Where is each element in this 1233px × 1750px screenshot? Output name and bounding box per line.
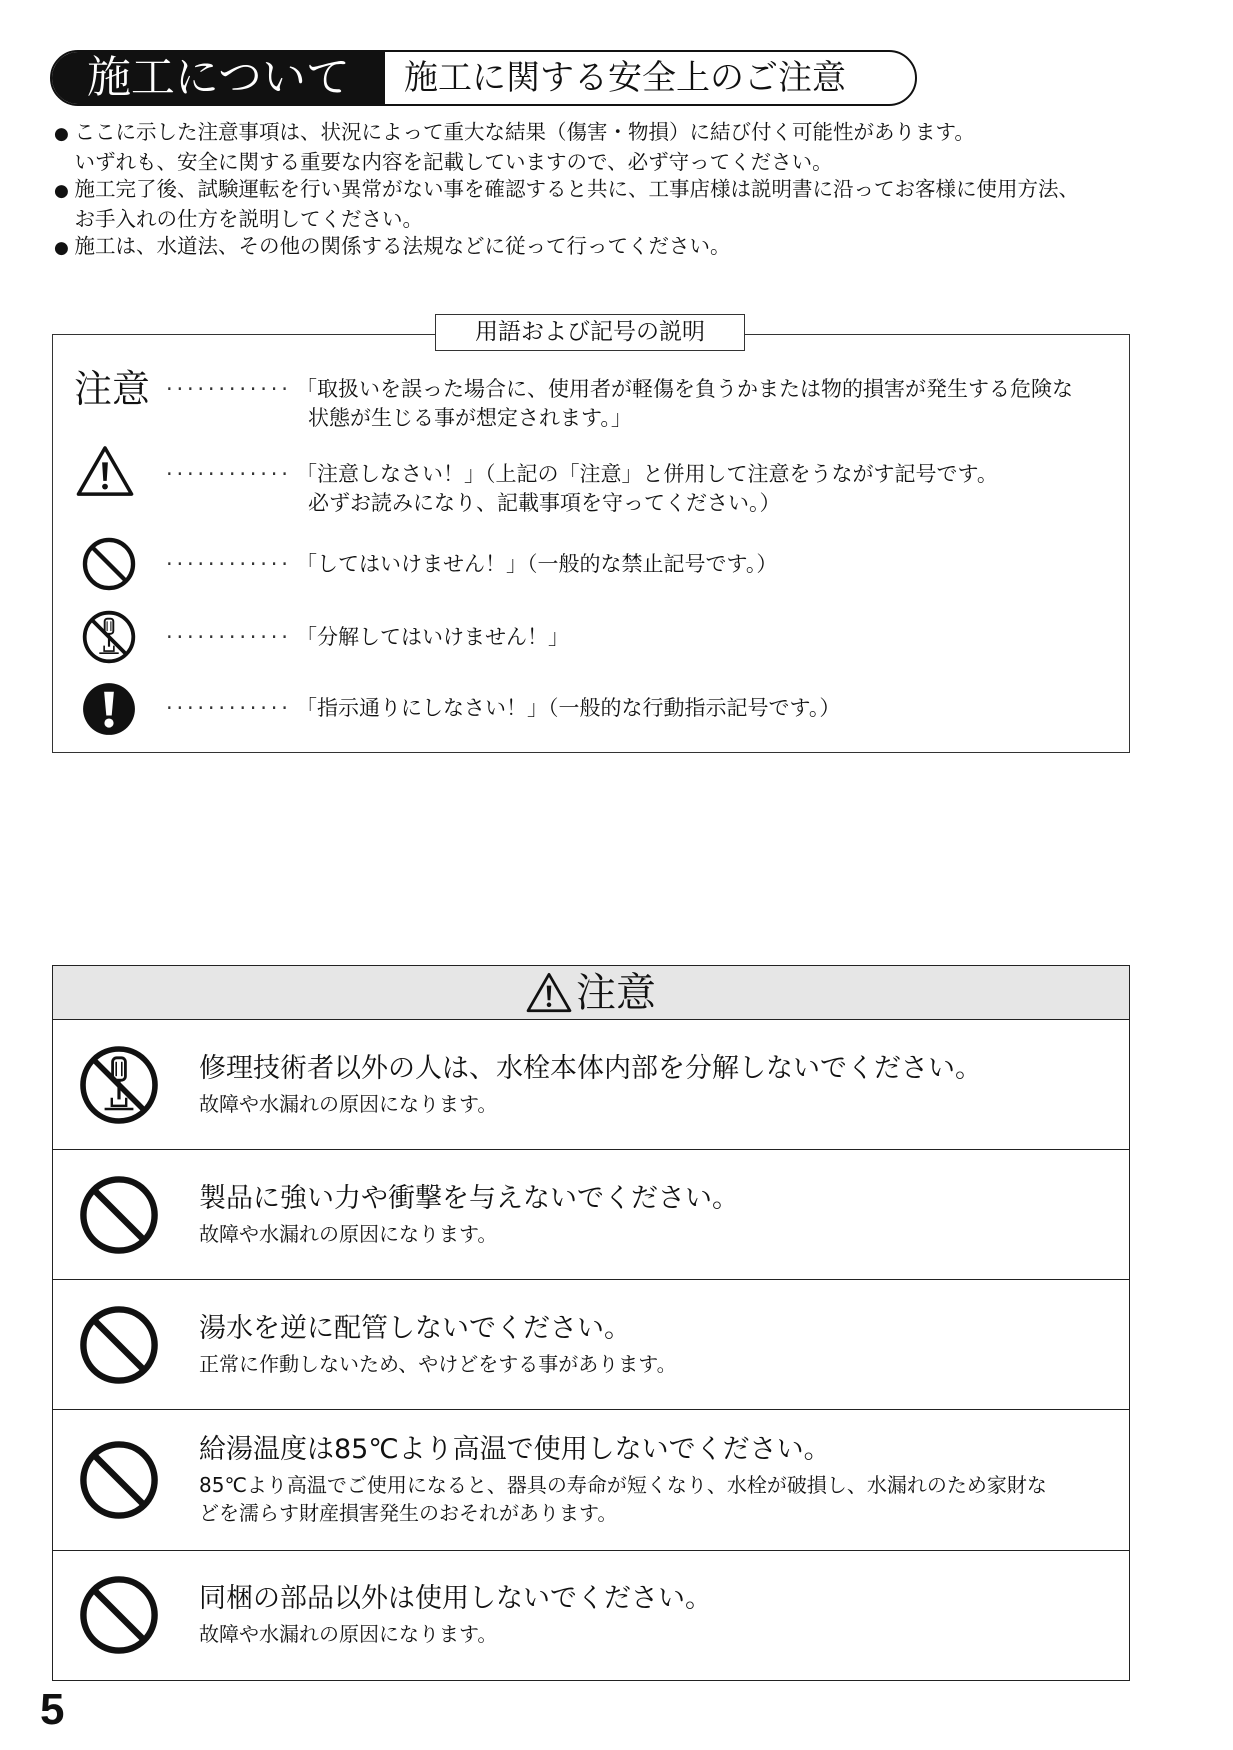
prohibition-icon — [79, 1175, 159, 1255]
note-text: 施工完了後、試験運転を行い異常がない事を確認すると共に、工事店様は説明書に沿ってお客様に使用方法、 — [74, 177, 1079, 201]
prohibition-icon — [82, 537, 136, 591]
caution-row — [53, 1280, 1129, 1410]
caution-detail — [199, 1620, 712, 1648]
legend-description-line: 「指示通りにしなさい！」（一般的な行動指示記号です。） — [296, 695, 841, 720]
mandatory-action-icon — [82, 682, 136, 736]
prohibition-icon — [79, 1440, 159, 1520]
legend-description — [296, 550, 777, 579]
caution-row — [53, 1150, 1129, 1280]
note-line — [54, 176, 1174, 206]
legend-description-line: 「取扱いを誤った場合に、使用者が軽傷を負うかまたは物的損害が発生する危険な — [296, 376, 1073, 401]
symbol-legend-title: 用語および記号の説明 — [435, 314, 745, 351]
prohibition-icon — [79, 1305, 159, 1385]
caution-detail-line: どを濡らす財産損害発生のおそれがあります。 — [199, 1501, 618, 1525]
leader-dots: ············ — [166, 376, 292, 401]
caution-text — [199, 1433, 1047, 1527]
caution-text — [199, 1052, 982, 1118]
caution-detail-line: 故障や水漏れの原因になります。 — [199, 1221, 498, 1246]
section-subtitle: 施工に関する安全上のご注意 — [404, 58, 846, 98]
leader-dots: ············ — [166, 624, 292, 649]
caution-table-header — [53, 966, 1129, 1020]
caution-heading: 注意 — [576, 969, 656, 1016]
note-line: いずれも、安全に関する重要な内容を記載していますので、必ず守ってください。 — [74, 149, 833, 174]
legend-description — [296, 375, 1073, 433]
note-line: お手入れの仕方を説明してください。 — [74, 206, 423, 231]
caution-title: 修理技術者以外の人は、水栓本体内部を分解しないでください。 — [199, 1052, 982, 1084]
section-title: 施工について — [52, 52, 388, 104]
leader-dots: ············ — [166, 461, 292, 486]
warning-triangle-icon — [526, 972, 572, 1013]
caution-title: 給湯温度は85℃より高温で使用しないでください。 — [199, 1434, 831, 1465]
note-text: 施工は、水道法、その他の関係する法規などに従って行ってください。 — [74, 234, 731, 258]
installation-notes — [54, 119, 1174, 263]
caution-title: 製品に強い力や衝撃を与えないでください。 — [199, 1182, 739, 1214]
bullet-icon: ● — [54, 238, 69, 258]
caution-row — [53, 1020, 1129, 1150]
prohibition-icon — [79, 1575, 159, 1655]
bullet-icon: ● — [54, 181, 69, 201]
caution-text — [199, 1312, 677, 1378]
caution-detail — [199, 1090, 982, 1118]
caution-detail-line: 故障や水漏れの原因になります。 — [199, 1091, 498, 1116]
legend-description — [296, 623, 569, 652]
caution-row — [53, 1551, 1129, 1679]
caution-table — [52, 965, 1130, 1681]
leader-dots: ············ — [166, 695, 292, 720]
legend-row-warning — [72, 460, 1112, 520]
caution-title: 同梱の部品以外は使用しないでください。 — [199, 1583, 712, 1614]
legend-description-line: 必ずお読みになり、記載事項を守ってください。） — [308, 490, 781, 515]
caution-word-label: 注意 — [74, 367, 151, 411]
no-disassembly-icon — [82, 610, 136, 664]
legend-description-line: 「分解してはいけません！」 — [296, 624, 569, 649]
legend-description-line: 「してはいけません！」（一般的な禁止記号です。） — [296, 551, 778, 576]
section-header — [50, 50, 917, 106]
legend-description-line: 状態が生じる事が想定されます。」 — [308, 405, 632, 430]
caution-text — [199, 1182, 739, 1248]
legend-row-mandatory — [72, 694, 1112, 754]
legend-row-prohibition — [72, 550, 1112, 610]
page-number: 5 — [40, 1685, 65, 1734]
caution-detail-line: 故障や水漏れの原因になります。 — [199, 1622, 498, 1646]
caution-detail-line: 正常に作動しないため、やけどをする事があります。 — [199, 1351, 677, 1376]
bullet-icon: ● — [54, 124, 69, 144]
legend-description-line: 「注意しなさい！」（上記の「注意」と併用して注意をうながす記号です。 — [296, 461, 998, 486]
caution-detail — [199, 1350, 677, 1378]
legend-description — [296, 460, 998, 518]
note-line — [54, 233, 1174, 263]
caution-text — [199, 1582, 712, 1648]
legend-description — [296, 694, 840, 723]
caution-detail — [199, 1220, 739, 1248]
leader-dots: ············ — [166, 551, 292, 576]
caution-detail — [199, 1471, 1047, 1527]
note-text: ここに示した注意事項は、状況によって重大な結果（傷害・物損）に結び付く可能性があります。 — [74, 120, 975, 144]
legend-row-caution-word — [72, 367, 1112, 435]
legend-row-no-disassembly — [72, 623, 1112, 683]
no-disassembly-icon — [79, 1045, 159, 1125]
caution-row — [53, 1410, 1129, 1551]
caution-title: 湯水を逆に配管しないでください。 — [199, 1312, 631, 1344]
caution-detail-line: 85℃より高温でご使用になると、器具の寿命が短くなり、水栓が破損し、水漏れのため家財な — [199, 1473, 1047, 1497]
warning-triangle-icon — [76, 445, 134, 497]
note-line — [54, 119, 1174, 149]
